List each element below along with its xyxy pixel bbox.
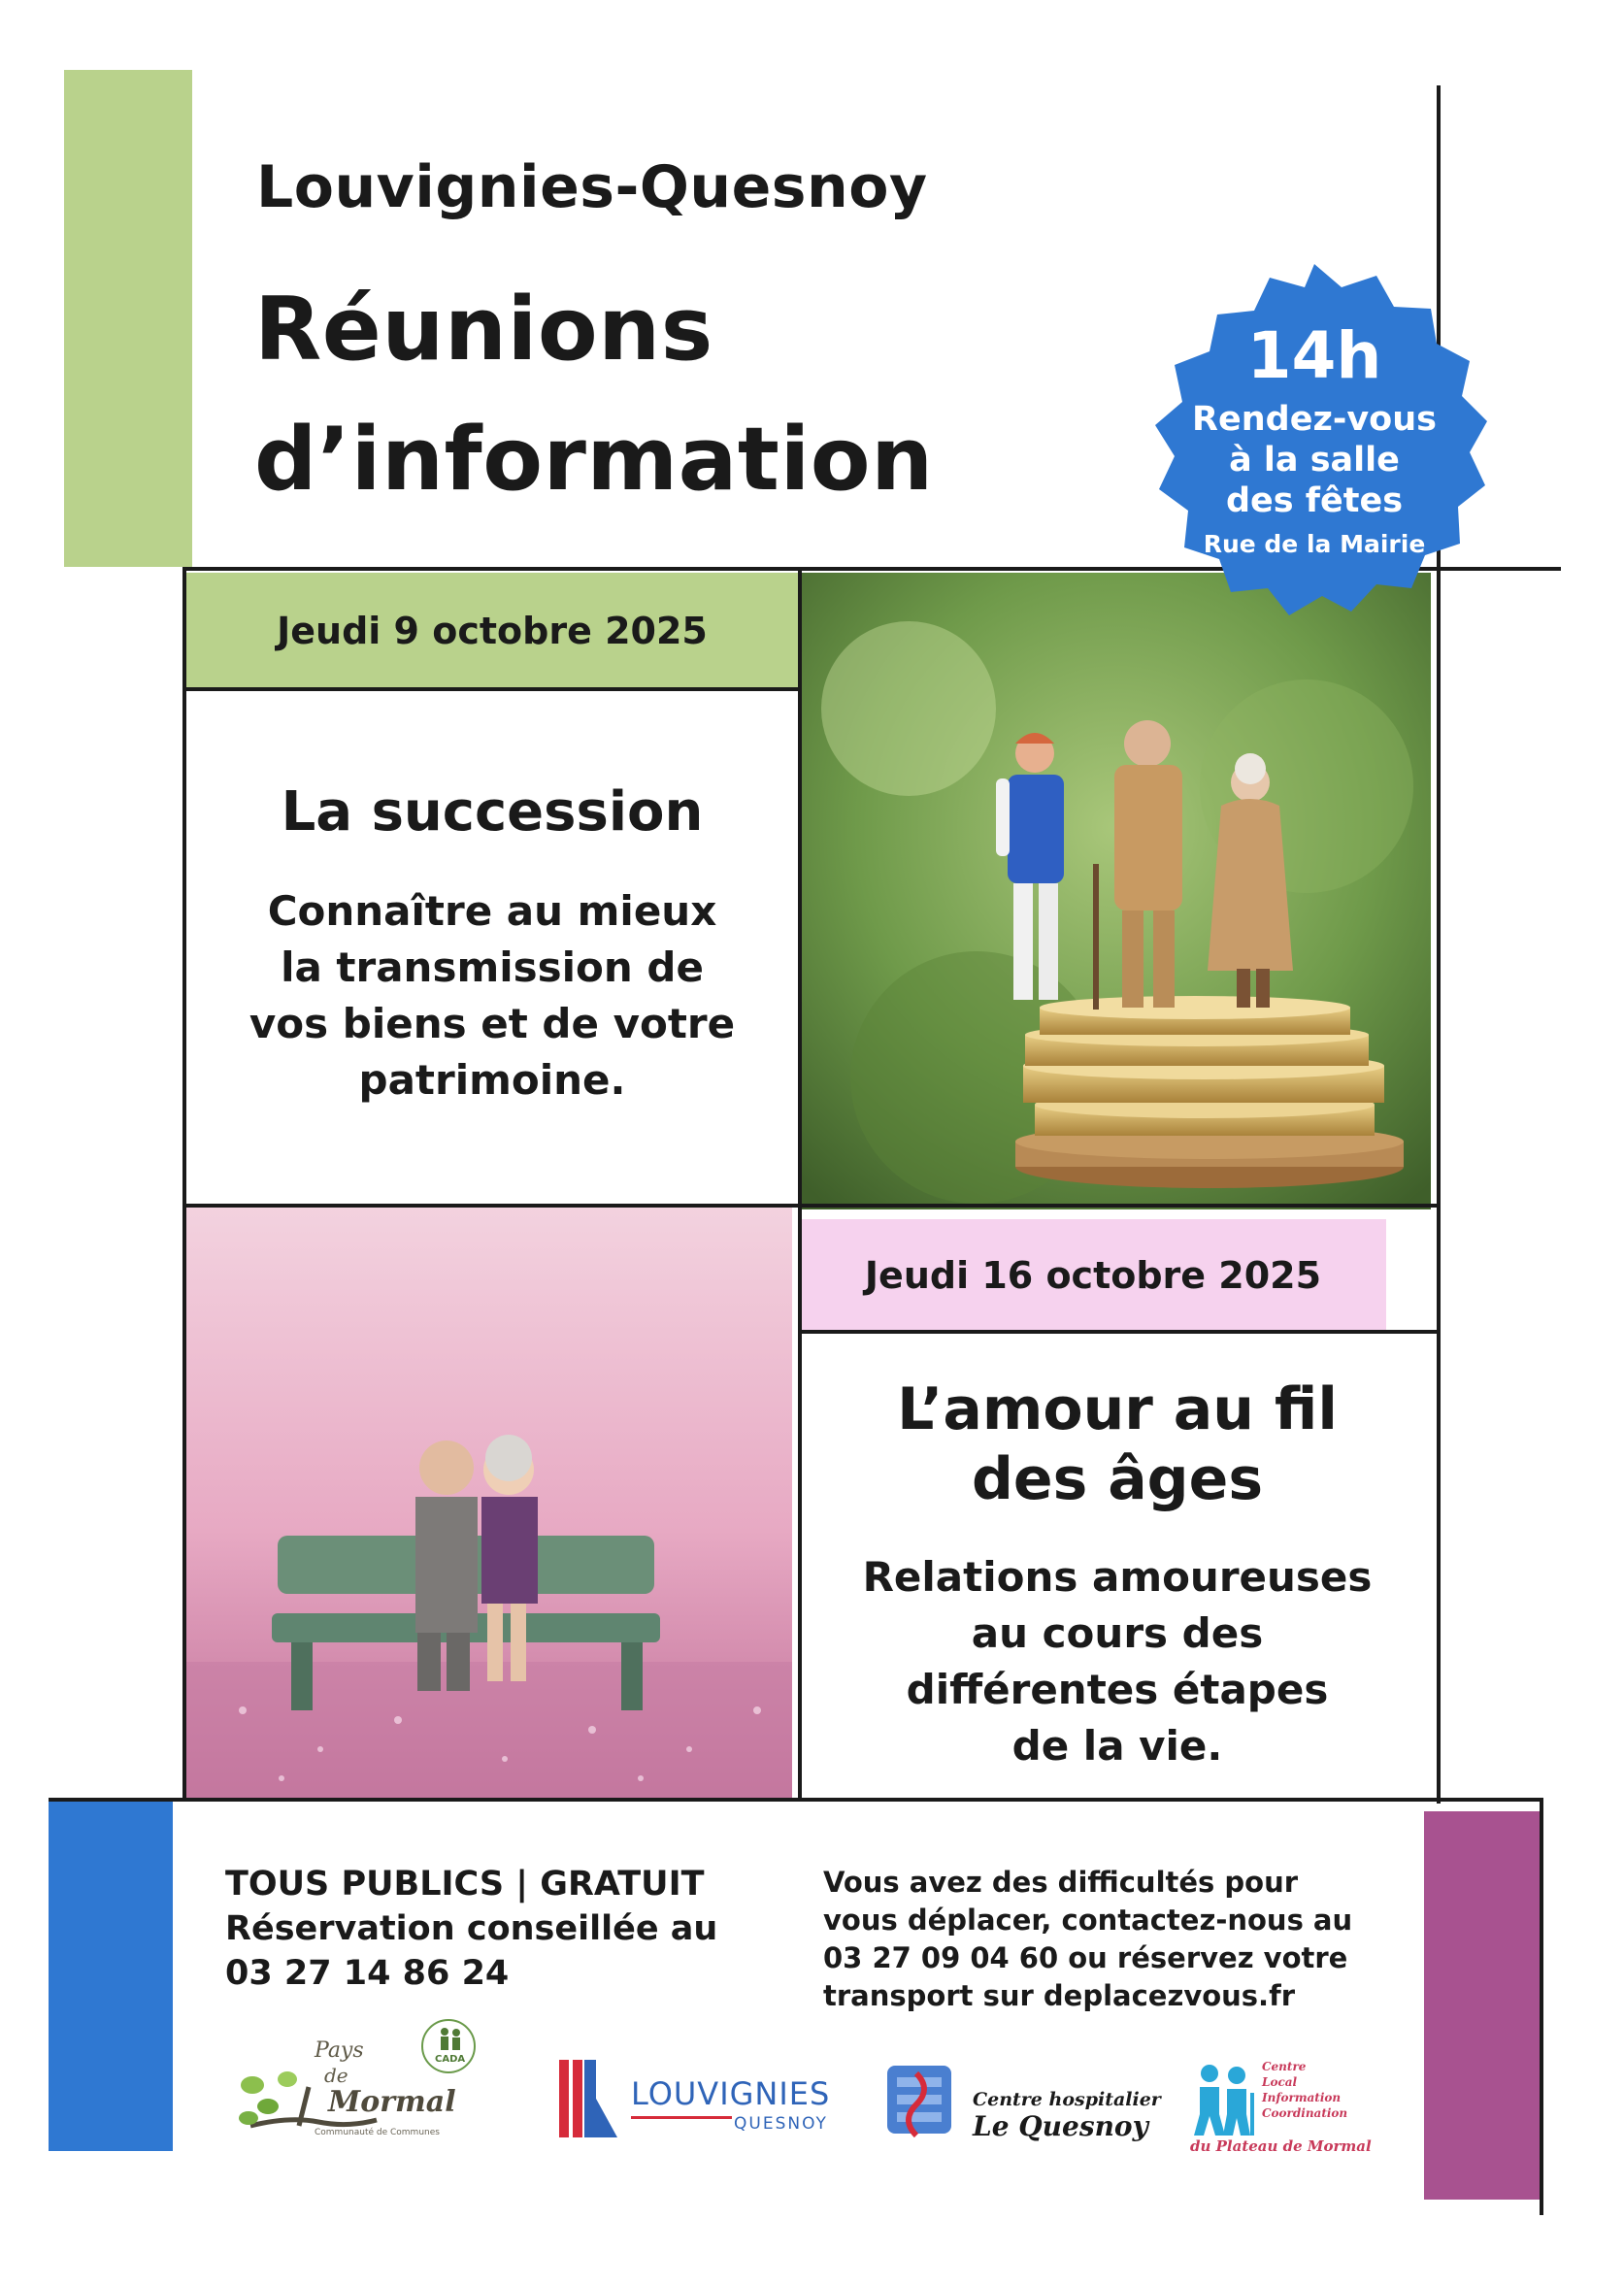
louvignies-bottom-text: QUESNOY bbox=[734, 2114, 828, 2134]
session1-desc-line4: patrimoine. bbox=[358, 1056, 626, 1104]
main-title-line1: Réunions bbox=[254, 279, 713, 381]
session2-desc-line1: Relations amoureuses bbox=[862, 1553, 1373, 1601]
elderly-couple-icon bbox=[436, 2027, 465, 2052]
hospital-logo bbox=[878, 2056, 1161, 2153]
session1-desc-line1: Connaître au mieux bbox=[267, 887, 717, 935]
reservation-phone[interactable]: 03 27 14 86 24 bbox=[225, 1954, 510, 1993]
transport-line2: vous déplacer, contactez-nous au bbox=[823, 1904, 1353, 1937]
plum-corner-bar bbox=[1424, 1811, 1542, 2200]
footer-audience-line bbox=[225, 1862, 788, 1906]
footer-left-info bbox=[225, 1862, 788, 1996]
mormal-sub: Communauté de Communes bbox=[315, 2128, 440, 2137]
hospital-line1: Centre hospitalier bbox=[973, 2089, 1161, 2110]
city-title: Louvignies-Quesnoy bbox=[256, 153, 928, 221]
badge-line1: Rendez-vous bbox=[1192, 400, 1437, 439]
louvignies-top-text: LOUVIGNIES bbox=[631, 2075, 831, 2112]
reservation-label: Réservation conseillée au bbox=[225, 1909, 718, 1948]
session2-title-line1: L’amour au fil bbox=[897, 1375, 1338, 1443]
badge-line4: Rue de la Mairie bbox=[1203, 530, 1426, 558]
session1-title: La succession bbox=[281, 780, 704, 844]
town-emblem-icon bbox=[557, 2056, 625, 2145]
clic-logo bbox=[1190, 2060, 1423, 2167]
transport-line1: Vous avez des difficultés pour bbox=[823, 1866, 1299, 1899]
session2-desc-line3: différentes étapes bbox=[906, 1666, 1329, 1713]
mormal-line3: Mormal bbox=[328, 2085, 456, 2119]
transport-line4[interactable]: transport sur deplacezvous.fr bbox=[823, 1979, 1295, 2012]
audience-label: TOUS PUBLICS bbox=[225, 1865, 505, 1904]
clic-line3: Information bbox=[1262, 2091, 1342, 2104]
session1-description bbox=[186, 883, 798, 1109]
session2-desc-line2: au cours des bbox=[971, 1609, 1264, 1657]
clic-line4: Coordination bbox=[1262, 2106, 1348, 2120]
badge-line3: des fêtes bbox=[1225, 481, 1404, 520]
hospital-emblem-icon bbox=[878, 2056, 963, 2145]
mormal-line2: de bbox=[324, 2064, 348, 2087]
frame-session2-date-bottom bbox=[798, 1330, 1439, 1334]
elderly-figurines-on-coins-photo bbox=[802, 573, 1431, 1209]
green-side-bar bbox=[64, 70, 192, 567]
frame-mid-divider bbox=[184, 1204, 1439, 1208]
session2-title bbox=[802, 1374, 1433, 1514]
badge-time: 14h bbox=[1246, 318, 1382, 393]
frame-session1-date-bottom bbox=[184, 687, 802, 691]
frame-bottom-divider bbox=[49, 1798, 1543, 1802]
transport-line3[interactable]: 03 27 09 04 60 ou réservez votre bbox=[823, 1941, 1348, 1974]
session2-date: Jeudi 16 octobre 2025 bbox=[864, 1254, 1322, 1297]
session2-title-line2: des âges bbox=[971, 1445, 1264, 1513]
main-title-line2: d’information bbox=[254, 409, 934, 511]
frame-right-bottom bbox=[1540, 1798, 1543, 2215]
blue-corner-bar bbox=[49, 1798, 173, 2151]
session1-desc-line3: vos biens et de votre bbox=[249, 1000, 736, 1047]
footer-right-info bbox=[823, 1864, 1396, 2015]
elderly-walking-icon bbox=[1190, 2064, 1258, 2137]
time-location-badge bbox=[1124, 254, 1505, 635]
clic-line5: du Plateau de Mormal bbox=[1190, 2137, 1372, 2155]
cada-badge bbox=[421, 2019, 476, 2073]
pays-de-mormal-logo bbox=[231, 2029, 466, 2155]
price-label: GRATUIT bbox=[540, 1865, 705, 1904]
couple-on-bench-photo bbox=[184, 1206, 792, 1798]
louvignies-quesnoy-logo bbox=[557, 2056, 839, 2153]
session2-desc-line4: de la vie. bbox=[1011, 1722, 1223, 1770]
clic-line1: Centre bbox=[1262, 2060, 1307, 2073]
mormal-line1: Pays bbox=[315, 2038, 364, 2063]
hospital-line2: Le Quesnoy bbox=[973, 2110, 1148, 2142]
cada-text: CADA bbox=[435, 2054, 466, 2065]
session1-date: Jeudi 9 octobre 2025 bbox=[277, 610, 708, 652]
clic-line2: Local bbox=[1262, 2075, 1298, 2089]
louvignies-underline bbox=[631, 2116, 732, 2119]
badge-line2: à la salle bbox=[1229, 441, 1400, 480]
session1-desc-line2: la transmission de bbox=[281, 944, 704, 991]
frame-left-mid bbox=[182, 567, 186, 1800]
session2-description bbox=[802, 1549, 1433, 1774]
audience-separator: | bbox=[515, 1865, 529, 1904]
